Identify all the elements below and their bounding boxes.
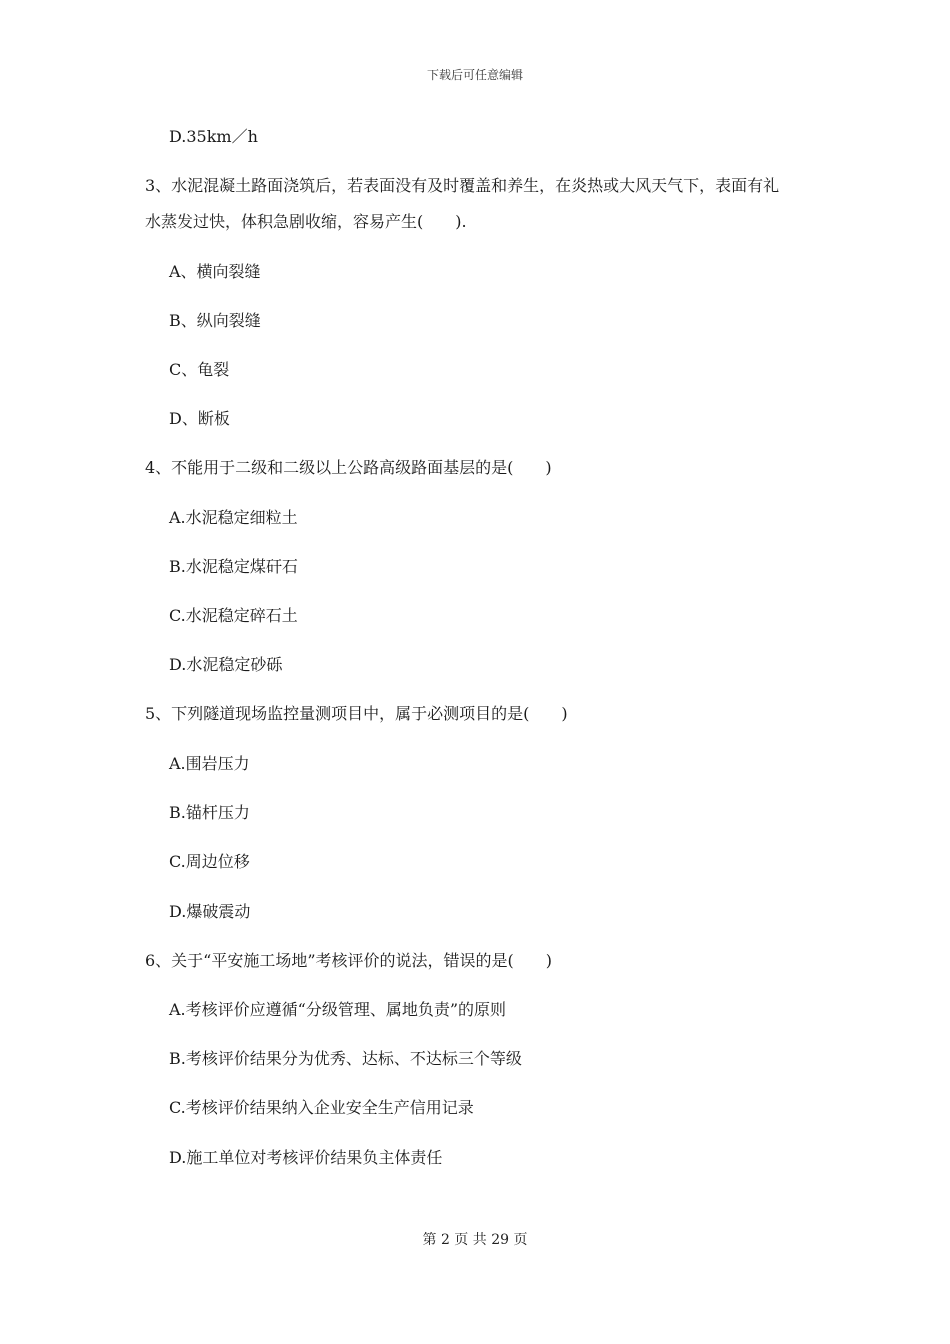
- question-6-option-a: A.考核评价应遵循“分级管理、属地负责”的原则: [169, 1000, 507, 1019]
- question-5-option-d: D.爆破震动: [169, 902, 251, 921]
- question-4-option-b: B.水泥稳定煤矸石: [169, 557, 298, 576]
- page-footer: 第 2 页 共 29 页: [422, 1232, 528, 1248]
- question-3-option-a: A、横向裂缝: [169, 262, 261, 281]
- question-5-option-c: C.周边位移: [169, 852, 250, 871]
- prev-question-option-d: D.35km／h: [169, 127, 258, 146]
- question-4-option-c: C.水泥稳定碎石土: [169, 606, 298, 625]
- question-5-option-a: A.围岩压力: [169, 754, 250, 773]
- question-3-stem-continued: 水蒸发过快，体积急剧收缩，容易产生( ).: [145, 212, 467, 231]
- question-6-stem: 6、关于“平安施工场地”考核评价的说法，错误的是( ): [145, 951, 553, 970]
- question-6-option-c: C.考核评价结果纳入企业安全生产信用记录: [169, 1098, 474, 1117]
- question-6-option-b: B.考核评价结果分为优秀、达标、不达标三个等级: [169, 1049, 522, 1068]
- question-3-option-c: C、龟裂: [169, 360, 230, 379]
- question-3-stem: 3、水泥混凝土路面浇筑后，若表面没有及时覆盖和养生，在炎热或大风天气下，表面有礼: [145, 176, 780, 195]
- question-4-stem: 4、不能用于二级和二级以上公路高级路面基层的是( ): [145, 458, 552, 477]
- question-3-option-d: D、断板: [169, 409, 230, 428]
- question-4-option-d: D.水泥稳定砂砾: [169, 655, 283, 674]
- question-3-option-b: B、纵向裂缝: [169, 311, 261, 330]
- question-5-option-b: B.锚杆压力: [169, 803, 250, 822]
- question-6-option-d: D.施工单位对考核评价结果负主体责任: [169, 1148, 443, 1167]
- question-5-stem: 5、下列隧道现场监控量测项目中，属于必测项目的是( ): [145, 704, 568, 723]
- question-4-option-a: A.水泥稳定细粒土: [169, 508, 298, 527]
- page-header: 下载后可任意编辑: [426, 68, 523, 82]
